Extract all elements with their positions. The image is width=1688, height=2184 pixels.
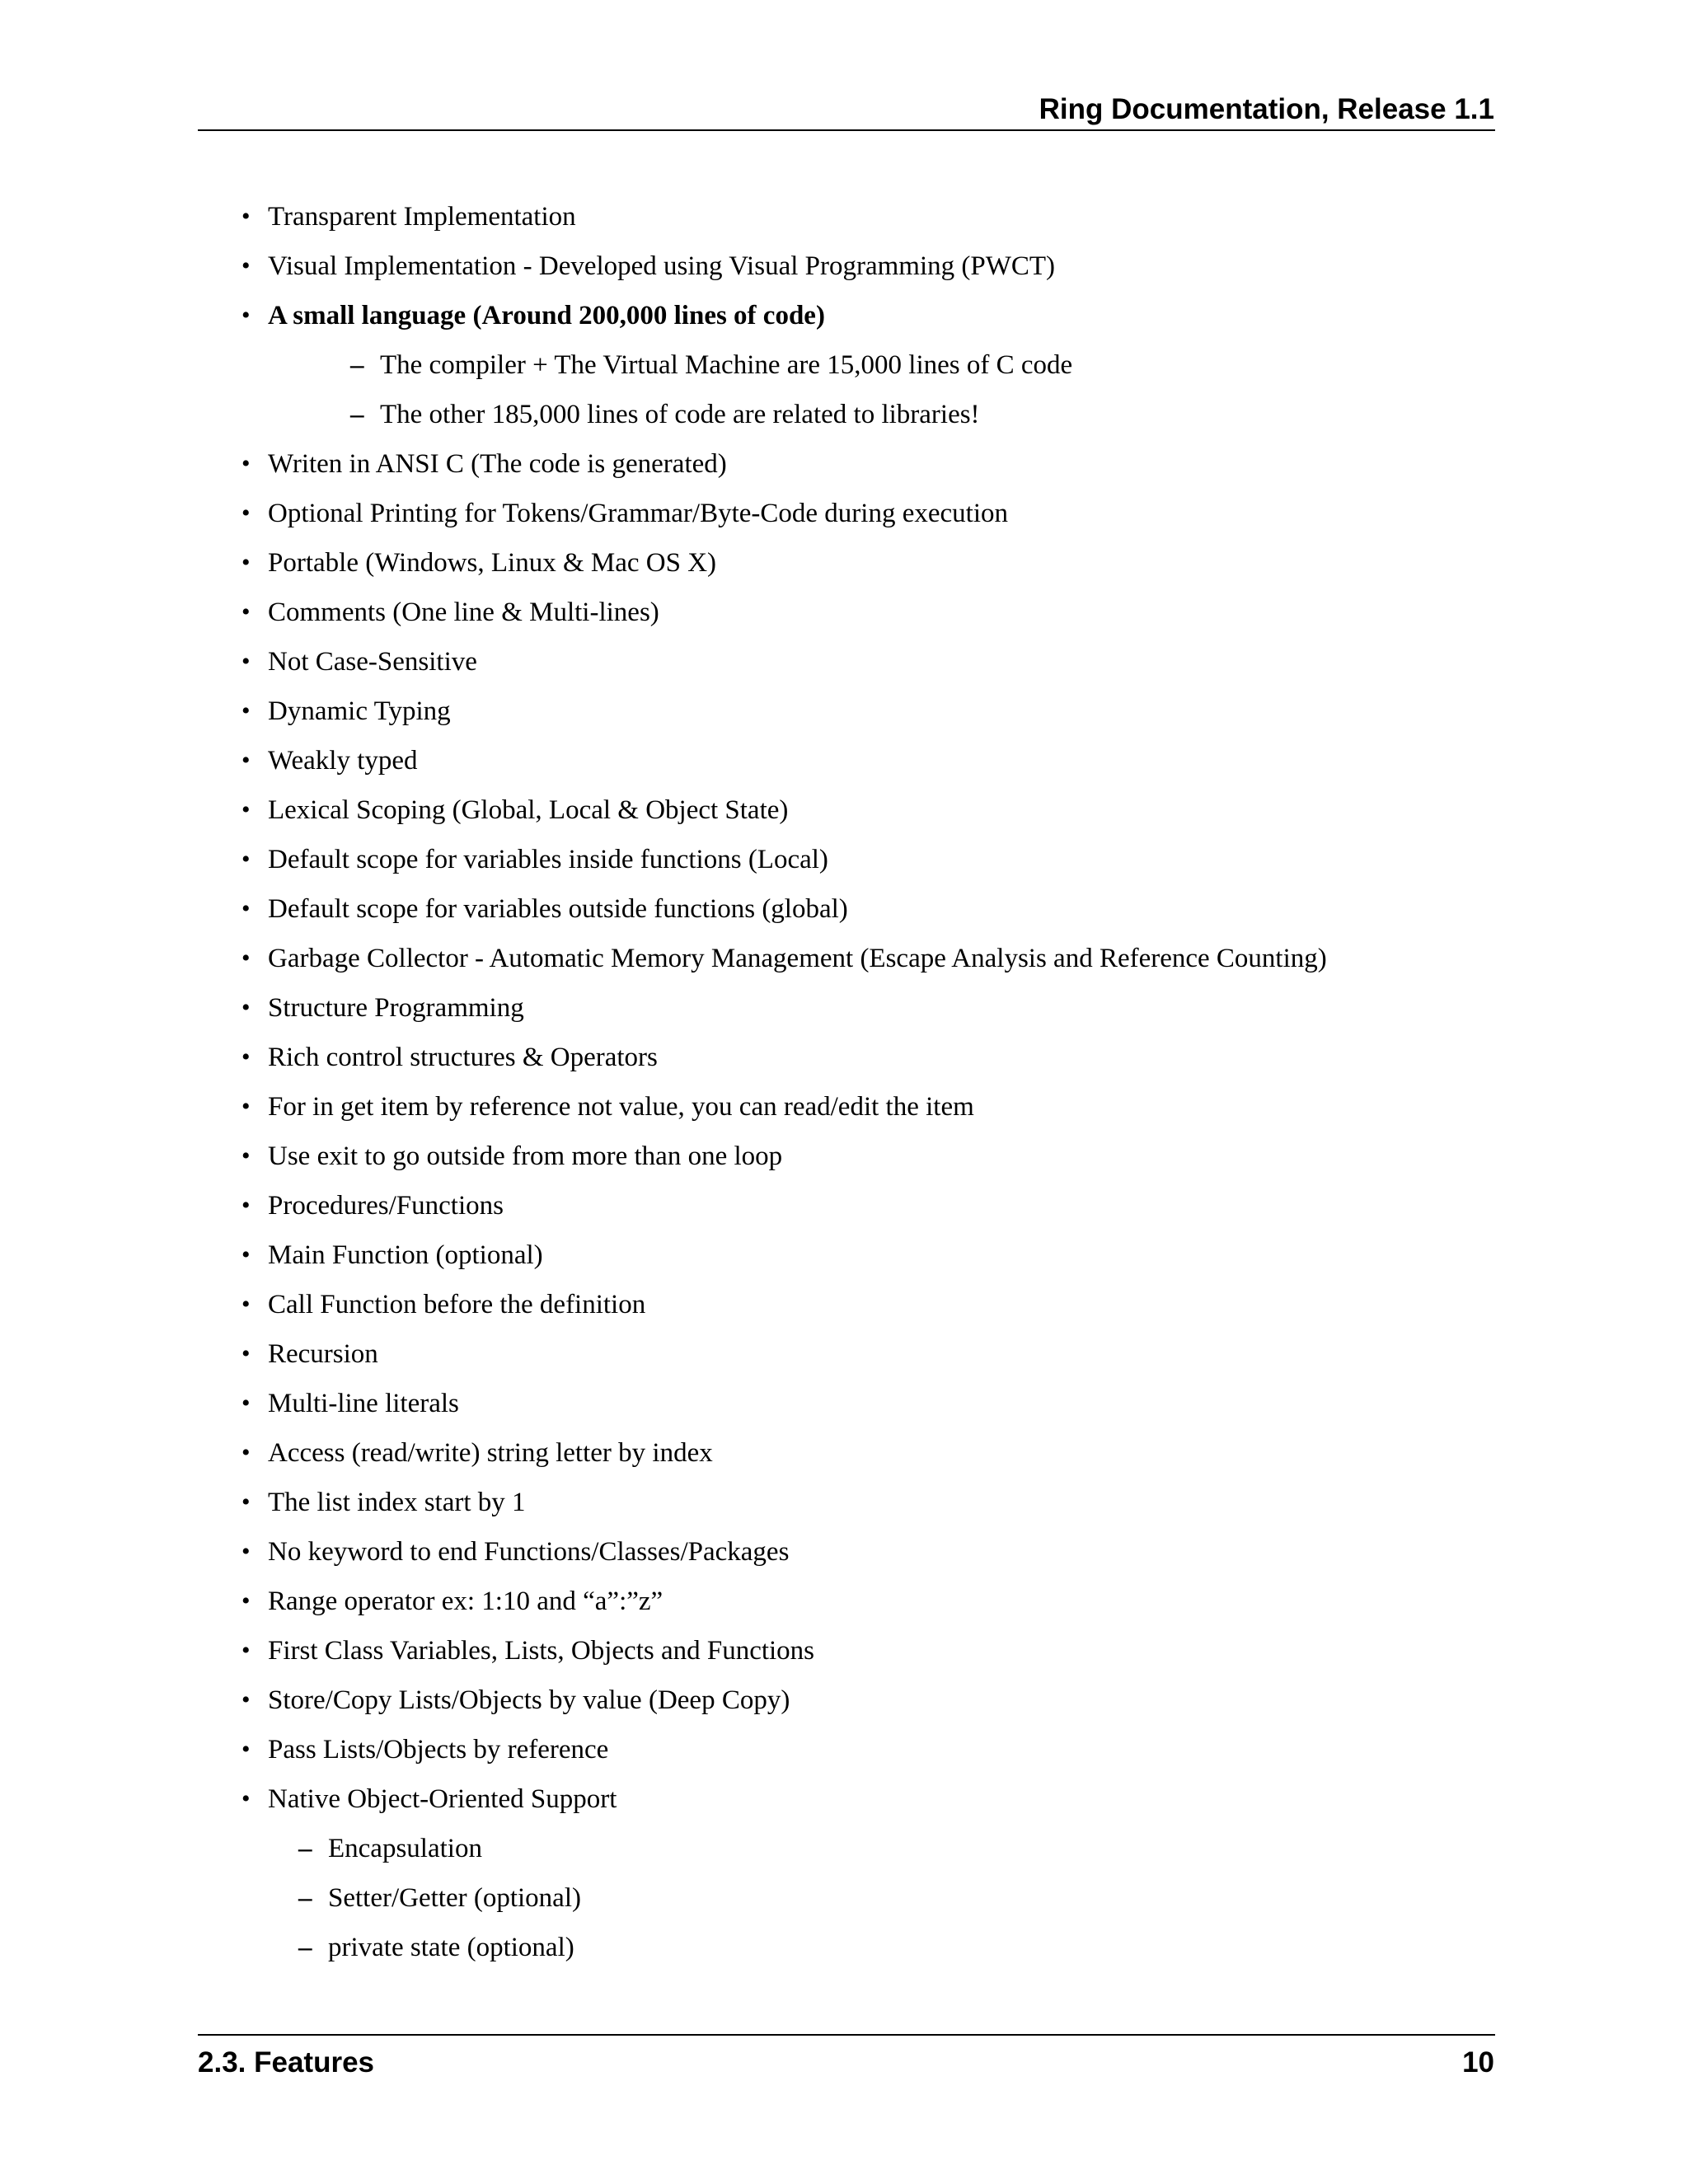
list-item: [0, 1725, 1688, 1774]
list-item-text: Main Function (optional): [268, 1240, 543, 1270]
list-item-text: Store/Copy Lists/Objects by value (Deep Copy): [268, 1685, 790, 1715]
list-item-text: Garbage Collector - Automatic Memory Management (Escape Analysis and Reference Counting): [268, 944, 1327, 973]
dash-marker: –: [298, 1933, 312, 1962]
list-item-text: Portable (Windows, Linux & Mac OS X): [268, 548, 717, 578]
bullet-marker: •: [241, 1043, 251, 1071]
bullet-marker: •: [241, 1538, 251, 1565]
bullet-marker: •: [241, 1093, 251, 1120]
bullet-marker: •: [241, 1142, 251, 1169]
list-item: [0, 1280, 1688, 1329]
bullet-marker: •: [241, 1340, 251, 1367]
list-item: [0, 439, 1688, 489]
list-item: [0, 1181, 1688, 1230]
bullet-marker: •: [241, 1192, 251, 1219]
sub-list-item-text: Setter/Getter (optional): [328, 1883, 581, 1913]
running-header-title: Ring Documentation, Release 1.1: [1039, 93, 1494, 125]
list-item: [0, 1033, 1688, 1082]
list-item: [0, 1478, 1688, 1527]
list-item-text: Procedures/Functions: [268, 1191, 504, 1221]
list-item-text: Recursion: [268, 1339, 378, 1369]
list-item: [0, 637, 1688, 687]
page-number: 10: [1462, 2046, 1494, 2079]
list-item-text: Dynamic Typing: [268, 696, 451, 726]
list-item-text: Transparent Implementation: [268, 202, 576, 232]
bullet-marker: •: [241, 895, 251, 922]
list-item: [0, 884, 1688, 934]
list-item-text: Optional Printing for Tokens/Grammar/Byte-Code during execution: [268, 499, 1008, 528]
list-item: [0, 588, 1688, 637]
list-item: [0, 1329, 1688, 1379]
bullet-marker: •: [241, 1587, 251, 1615]
bullet-marker: •: [241, 549, 251, 576]
header-rule: [198, 129, 1495, 131]
feature-list: [0, 192, 1688, 1972]
list-item: [0, 538, 1688, 588]
sub-list-item: [0, 1824, 1688, 1873]
list-item-text: Range operator ex: 1:10 and “a”:”z”: [268, 1586, 663, 1616]
sub-list-item: [0, 340, 1688, 390]
list-item: [0, 1082, 1688, 1132]
list-item: [0, 785, 1688, 835]
sub-list-item-text: The other 185,000 lines of code are related to libraries!: [380, 400, 980, 429]
list-item: [0, 835, 1688, 884]
bullet-marker: •: [241, 252, 251, 279]
list-item: [0, 1230, 1688, 1280]
list-item-text: Visual Implementation - Developed using Visual Programming (PWCT): [268, 251, 1056, 281]
sub-list-item-text: The compiler + The Virtual Machine are 15,000 lines of C code: [380, 350, 1073, 380]
list-item-text: Native Object-Oriented Support: [268, 1784, 617, 1814]
bullet-marker: •: [241, 846, 251, 873]
bullet-marker: •: [241, 944, 251, 972]
bullet-marker: •: [241, 1637, 251, 1664]
list-item-text: Default scope for variables outside functions (global): [268, 894, 848, 924]
list-item-text: Default scope for variables inside functions (Local): [268, 845, 828, 874]
list-item-text: No keyword to end Functions/Classes/Packages: [268, 1537, 790, 1567]
bullet-marker: •: [241, 994, 251, 1021]
list-item-text: Writen in ANSI C (The code is generated): [268, 449, 727, 479]
bullet-marker: •: [241, 1488, 251, 1516]
bullet-marker: •: [241, 697, 251, 724]
list-item-text: Multi-line literals: [268, 1389, 459, 1418]
sub-list-item: [0, 1923, 1688, 1972]
list-item: [0, 489, 1688, 538]
list-item-text: Not Case-Sensitive: [268, 647, 477, 677]
list-item-text: Comments (One line & Multi-lines): [268, 598, 659, 627]
list-item: [0, 192, 1688, 241]
sub-list-item-text: Encapsulation: [328, 1834, 482, 1863]
list-item: [0, 687, 1688, 736]
bullet-marker: •: [241, 747, 251, 774]
list-item: [0, 983, 1688, 1033]
bullet-marker: •: [241, 302, 251, 329]
list-item-text: Weakly typed: [268, 746, 418, 776]
bullet-marker: •: [241, 598, 251, 626]
list-item: [0, 1132, 1688, 1181]
list-item-text: Lexical Scoping (Global, Local & Object State): [268, 795, 789, 825]
list-item: [0, 1379, 1688, 1428]
dash-marker: –: [298, 1834, 312, 1863]
list-item-text: For in get item by reference not value, you can read/edit the item: [268, 1092, 974, 1122]
dash-marker: –: [350, 400, 364, 429]
bullet-marker: •: [241, 1439, 251, 1466]
list-item: [0, 1428, 1688, 1478]
list-item: [0, 934, 1688, 983]
list-item-text: The list index start by 1: [268, 1488, 526, 1517]
bullet-marker: •: [241, 796, 251, 823]
bullet-marker: •: [241, 499, 251, 527]
list-item: [0, 1774, 1688, 1824]
list-item: [0, 1626, 1688, 1675]
sub-list-item-text: private state (optional): [328, 1933, 574, 1962]
list-item: [0, 736, 1688, 785]
sub-list-item: [0, 1873, 1688, 1923]
bullet-marker: •: [241, 1291, 251, 1318]
list-item-text: Call Function before the definition: [268, 1290, 646, 1319]
footer-section-title: 2.3. Features: [198, 2046, 374, 2079]
footer-rule: [198, 2034, 1495, 2036]
list-item-text: Structure Programming: [268, 993, 524, 1023]
list-item-text: First Class Variables, Lists, Objects and Functions: [268, 1636, 815, 1666]
list-item-text: A small language (Around 200,000 lines of code): [268, 301, 825, 330]
bullet-marker: •: [241, 1785, 251, 1812]
bullet-marker: •: [241, 450, 251, 477]
list-item-text: Pass Lists/Objects by reference: [268, 1735, 609, 1765]
list-item: [0, 291, 1688, 340]
list-item-text: Access (read/write) string letter by index: [268, 1438, 713, 1468]
bullet-marker: •: [241, 1686, 251, 1713]
bullet-marker: •: [241, 203, 251, 230]
list-item: [0, 241, 1688, 291]
list-item: [0, 1675, 1688, 1725]
sub-list-item: [0, 390, 1688, 439]
bullet-marker: •: [241, 648, 251, 675]
list-item-text: Rich control structures & Operators: [268, 1043, 658, 1072]
bullet-marker: •: [241, 1390, 251, 1417]
bullet-marker: •: [241, 1241, 251, 1268]
list-item: [0, 1577, 1688, 1626]
bullet-marker: •: [241, 1736, 251, 1763]
list-item: [0, 1527, 1688, 1577]
dash-marker: –: [350, 350, 364, 380]
list-item-text: Use exit to go outside from more than one loop: [268, 1141, 783, 1171]
dash-marker: –: [298, 1883, 312, 1913]
